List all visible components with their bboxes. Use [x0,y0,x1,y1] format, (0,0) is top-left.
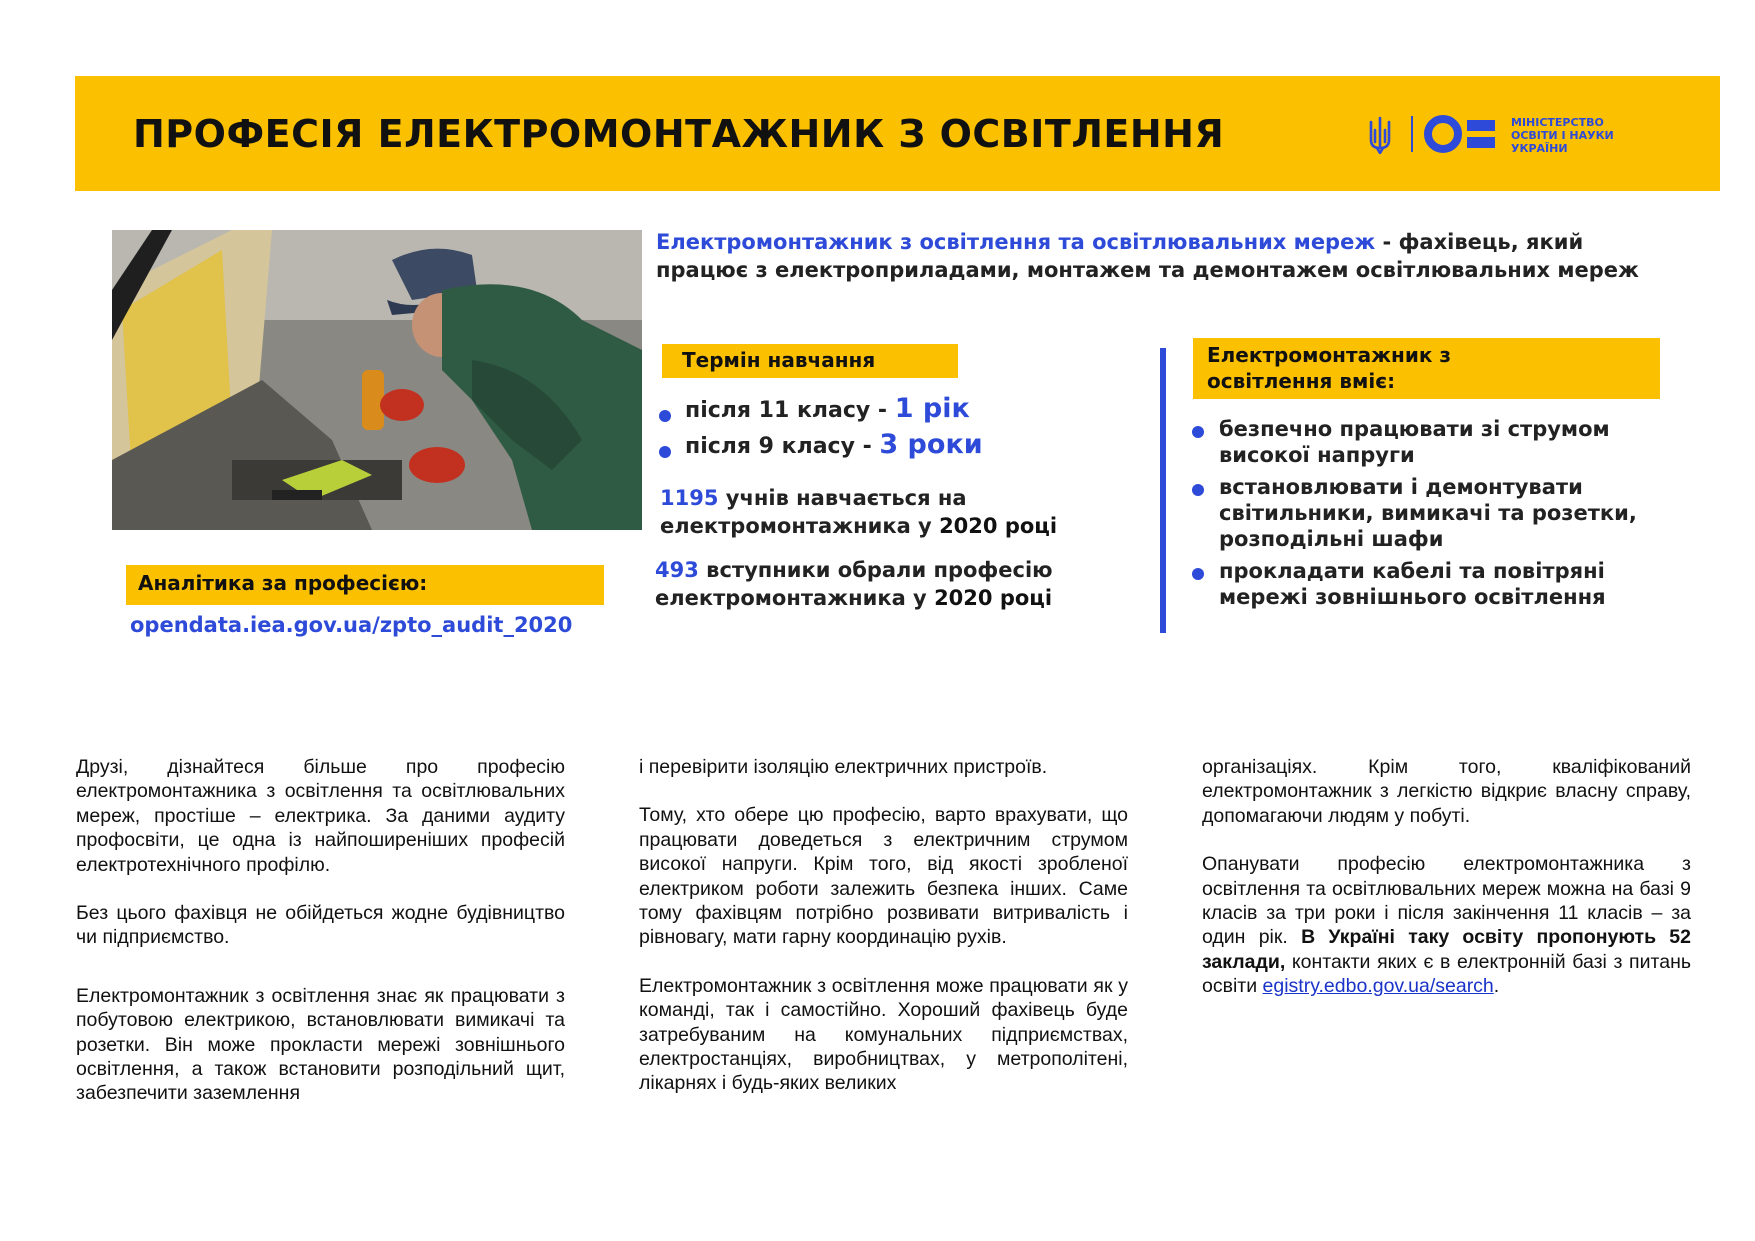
applicants-stat: 493 вступники обрали професію електромонтажника у 2020 році [655,558,1053,610]
skill-item: безпечно працювати зі струмом високої напруги [1219,417,1610,467]
definition-text: - фахівець, який працює з електроприладами, монтажем та демонтажем освітлювальних мереж [656,230,1639,282]
bullet-icon [659,446,671,458]
ministry-logo [1365,112,1665,156]
header-banner [75,76,1720,191]
bullet-icon [1192,426,1204,438]
trident-icon [1365,116,1395,154]
term-label: Термін навчання [662,344,958,378]
profession-name: Електромонтажник з освітлення та освітлювальних мереж [656,230,1376,254]
students-stat: 1195 учнів навчається на електромонтажника у 2020 році [660,486,1058,538]
profession-definition [656,228,1676,284]
registry-link[interactable]: egistry.edbo.gov.ua/search [1262,975,1494,998]
skill-item: встановлювати і демонтувати світильники, вимикачі та розетки, розподільні шафи [1219,475,1637,551]
mon-logo-icon [1423,114,1499,154]
analytics-label: Аналітика за професією: [126,565,604,605]
article-paragraph: Тому, хто обере цю професію, варто врахувати, що працювати доведеться з електричним струмом високої напруги. Крім того, від якості зробленої електриком роботи залежить безпека інших. Саме тому фахівцям потрібно розвивати витривалість і рівновагу, мати гарну координацію рухів. [639,804,1128,949]
ministry-name: МІНІСТЕРСТВО ОСВІТИ І НАУКИ УКРАЇНИ [1511,116,1614,155]
vertical-divider [1160,348,1166,633]
electrician-photo [112,230,642,530]
term-item: після 9 класу - 3 роки [685,429,983,460]
page-title: ПРОФЕСІЯ ЕЛЕКТРОМОНТАЖНИК З ОСВІТЛЕННЯ [133,112,1225,156]
bullet-icon [1192,484,1204,496]
analytics-link[interactable]: opendata.iea.gov.ua/zpto_audit_2020 [130,613,573,637]
article-paragraph: Друзі, дізнайтеся більше про професію електромонтажника з освітлення та освітлювальних мереж, простіше – електрика. За даними аудиту профосвіти, це одна із найпоширеніших професій електротехнічного профілю. [76,756,565,876]
term-item: після 11 класу - 1 рік [685,393,970,424]
article-column-3 [1202,755,1691,1023]
bullet-icon [1192,568,1204,580]
article-paragraph: Електромонтажник з освітлення знає як працювати з побутовою електрикою, встановлювати вимикачі та розетки. Він може прокласти мережі зовнішнього освітлення, а також встановити розподільний щит, забезпечити заземлення [76,984,565,1105]
article-paragraph: Електромонтажник з освітлення може працювати як у команді, так і самостійно. Хороший фахівець буде затребуваним на комунальних підприємствах, електростанціях, виробництвах, у метрополітені, лікарнях і будь-яких великих [639,974,1128,1095]
article-paragraph: Без цього фахівця не обійдеться жодне будівництво чи підприємство. [76,902,565,949]
article-paragraph: і перевірити ізоляцію електричних пристроїв. [639,756,1048,778]
institutions-count: В Україні таку освіту пропонують 52 заклади, [1202,926,1691,973]
article-paragraph: організаціях. Крім того, кваліфікований електромонтажник з легкістю відкриє власну справу, допомагаючи людям у побуті. [1202,756,1691,827]
article-column-1 [76,755,565,1130]
bullet-icon [659,410,671,422]
logo-separator [1411,116,1413,152]
skill-item: прокладати кабелі та повітряні мережі зовнішнього освітлення [1219,559,1606,609]
skills-label: Електромонтажник з освітлення вміє: [1193,338,1660,399]
article-column-2 [639,755,1128,1120]
article-paragraph: Опанувати професію електромонтажника з освітлення та освітлювальних мереж можна на базі 9 класів за три роки і після закінчення 11 класів – за один рік. В Україні таку освіту пропонують 52 заклади, контакти яких є в електронній базі з питань освіти egistry.edbo.gov.ua/search. [1202,853,1691,998]
